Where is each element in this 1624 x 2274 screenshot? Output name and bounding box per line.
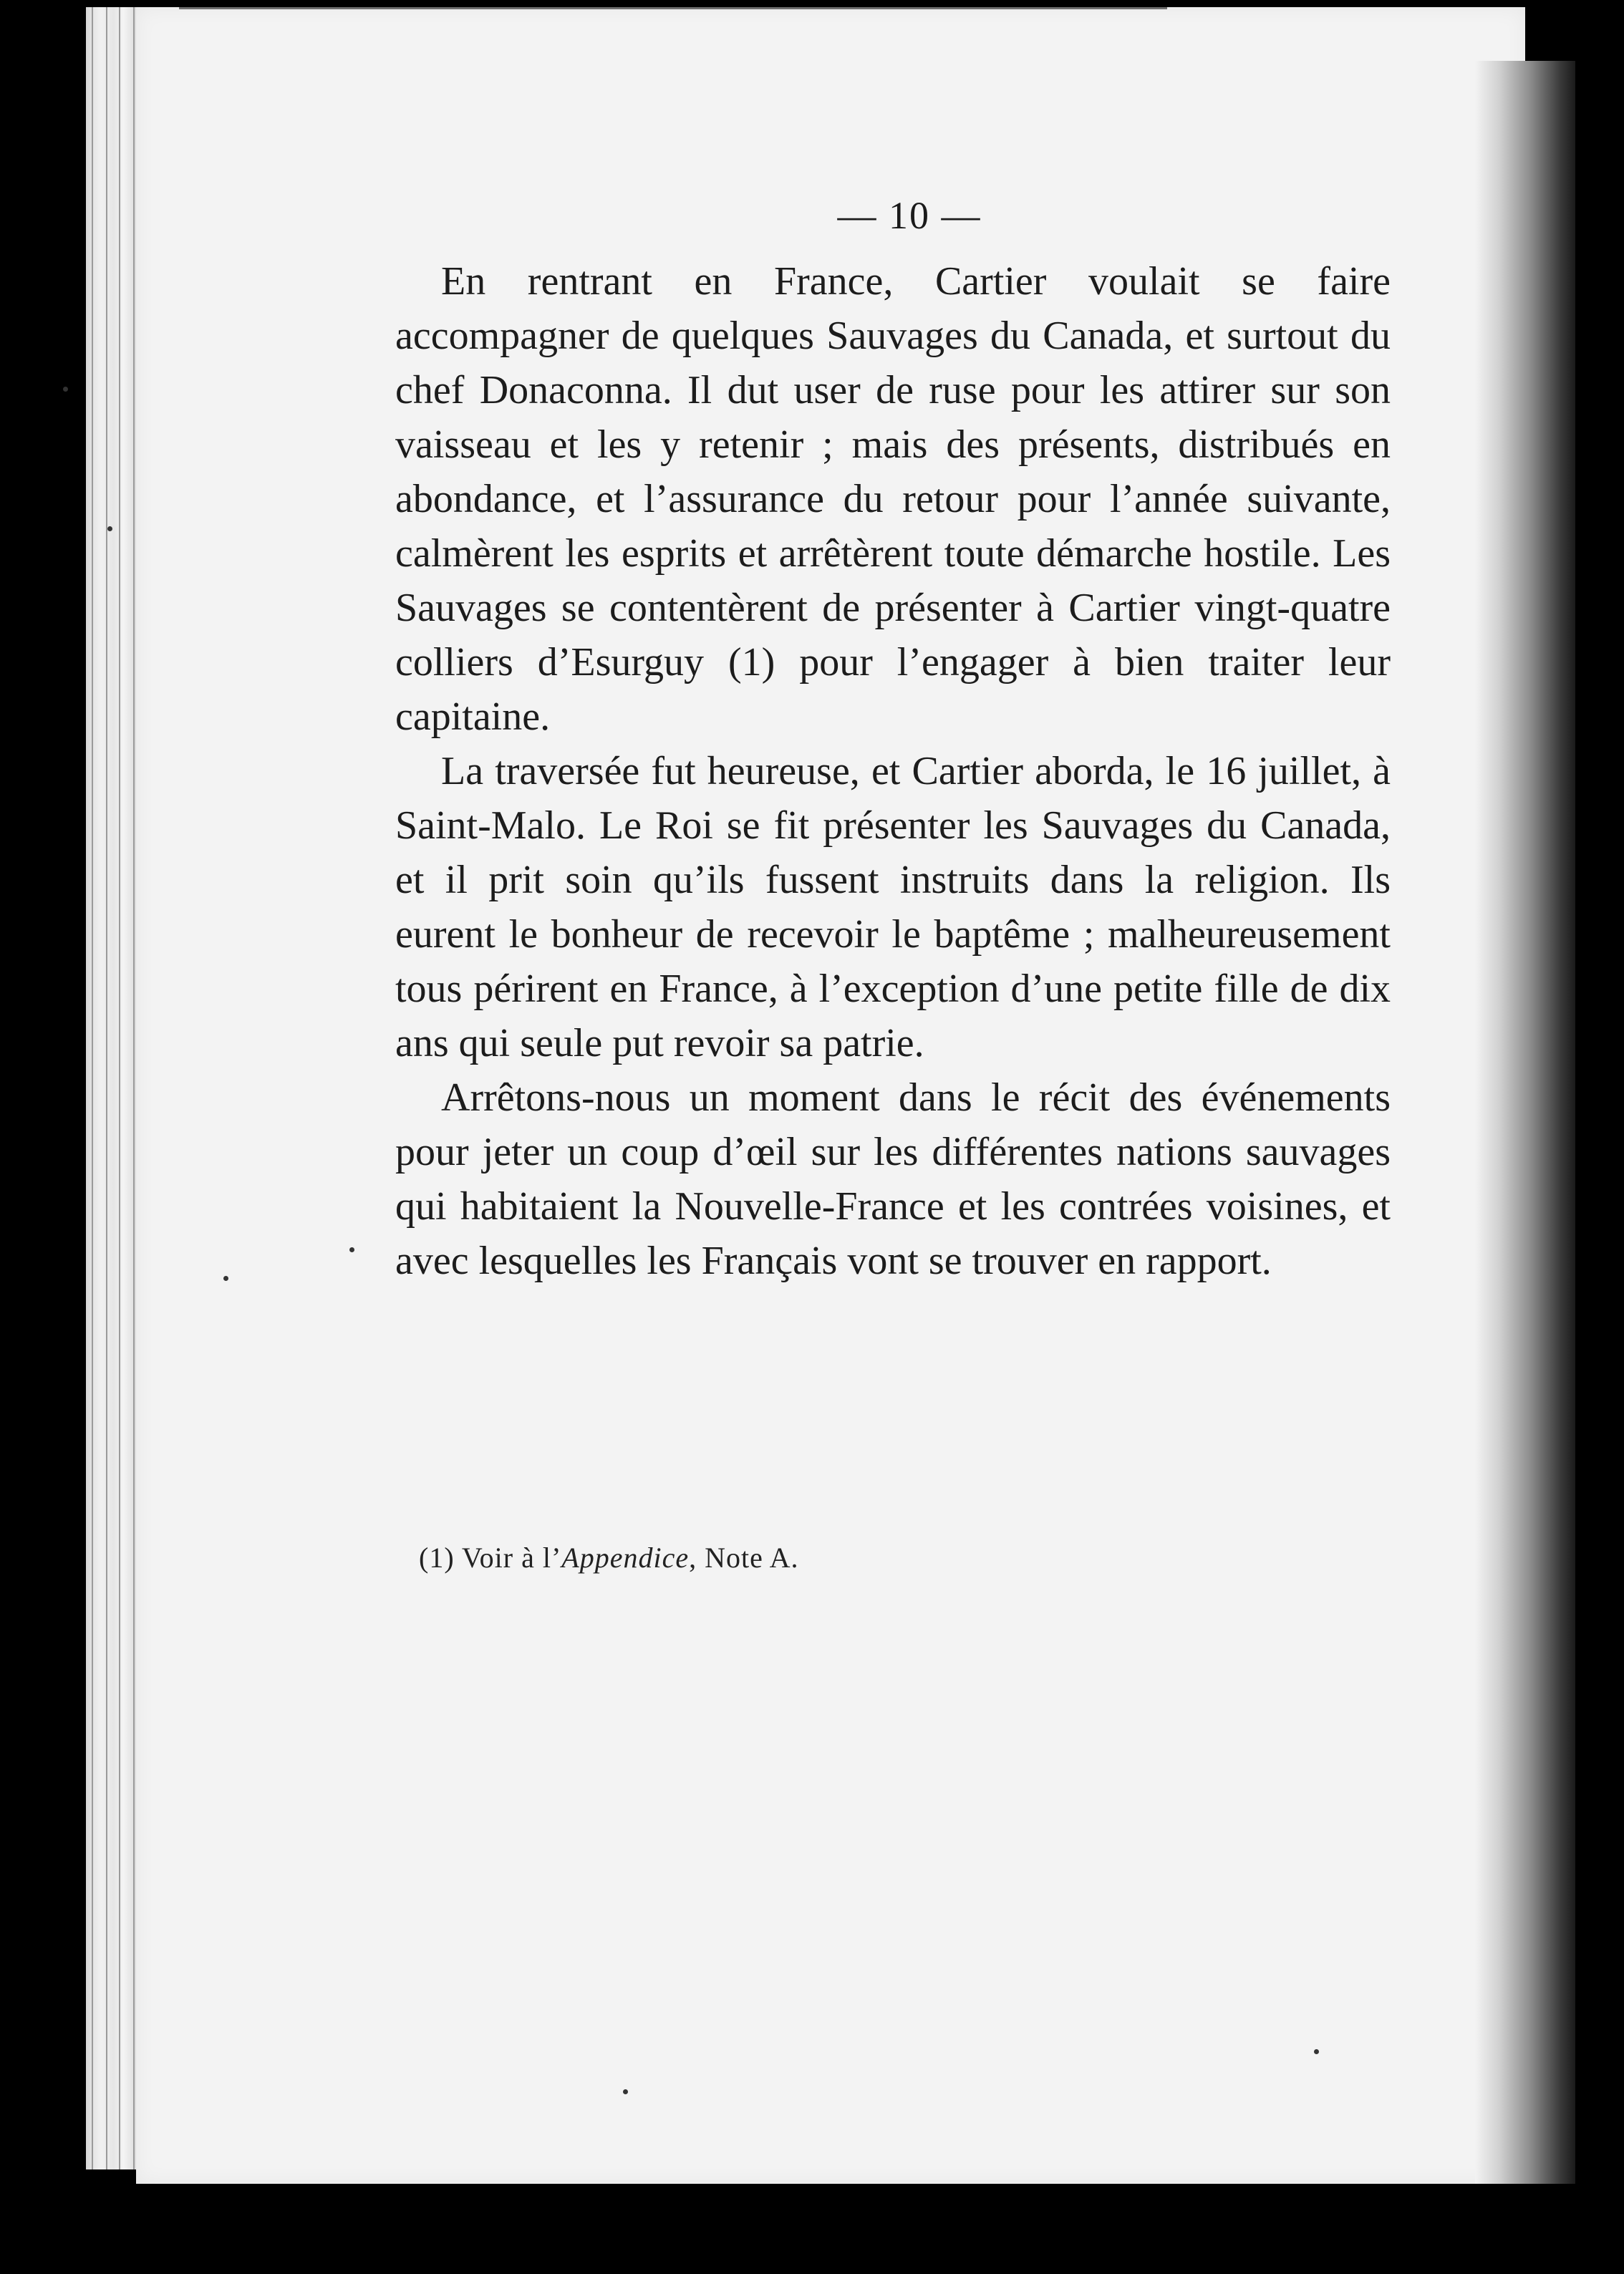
book-spine-shadow bbox=[1475, 61, 1575, 2184]
footnote bbox=[419, 1541, 799, 1574]
page-body bbox=[395, 254, 1391, 1288]
page-stack-edges bbox=[86, 7, 137, 2169]
page-top-border bbox=[179, 7, 1167, 9]
paragraph-1: En rentrant en France, Cartier voulait se faire accompagner de quelques Sauvages du Canada, et surtout du chef Donaconna. Il dut user de ruse pour les attirer sur son vaisseau et les y retenir ; mais des présents, distribués en abondance, et l’assurance du retour pour l’année suivante, calmèrent les esprits et arrêtèrent toute démarche hostile. Les Sauvages se contentèrent de présenter à Cartier vingt-quatre colliers d’Esurguy (1) pour l’engager à bien traiter leur capitaine. bbox=[395, 259, 1391, 739]
scan-speck bbox=[349, 1247, 354, 1252]
scan-speck bbox=[63, 387, 68, 392]
paragraph-3: Arrêtons-nous un moment dans le récit des événements pour jeter un coup d’œil sur les différentes nations sauvages qui habitaient la Nouvelle-France et les contrées voisines, et avec lesquelles les Français vont se trouver en rapport. bbox=[395, 1075, 1391, 1283]
footnote-suffix: , Note A. bbox=[689, 1542, 799, 1574]
footnote-prefix: (1) Voir à l’ bbox=[419, 1542, 562, 1574]
page-edge-line bbox=[92, 7, 93, 2169]
scan-speck bbox=[1314, 2049, 1319, 2054]
scan-speck bbox=[107, 526, 112, 531]
paragraph-2: La traversée fut heureuse, et Cartier aborda, le 16 juillet, à Saint-Malo. Le Roi se fit présenter les Sauvages du Canada, et il prit soin qu’ils fussent instruits dans la religion. Ils eurent le bonheur de recevoir le baptême ; malheureusement tous périrent en France, à l’exception d’une petite fille de dix ans qui seule put revoir sa patrie. bbox=[395, 749, 1391, 1065]
page-edge-line bbox=[106, 7, 107, 2169]
page-edge-line bbox=[119, 7, 120, 2169]
scan-speck bbox=[223, 1276, 228, 1281]
page-number: — 10 — bbox=[837, 194, 982, 237]
scan-speck bbox=[623, 2089, 628, 2094]
footnote-italic: Appendice bbox=[561, 1542, 690, 1574]
page-edge-line bbox=[133, 7, 135, 2169]
